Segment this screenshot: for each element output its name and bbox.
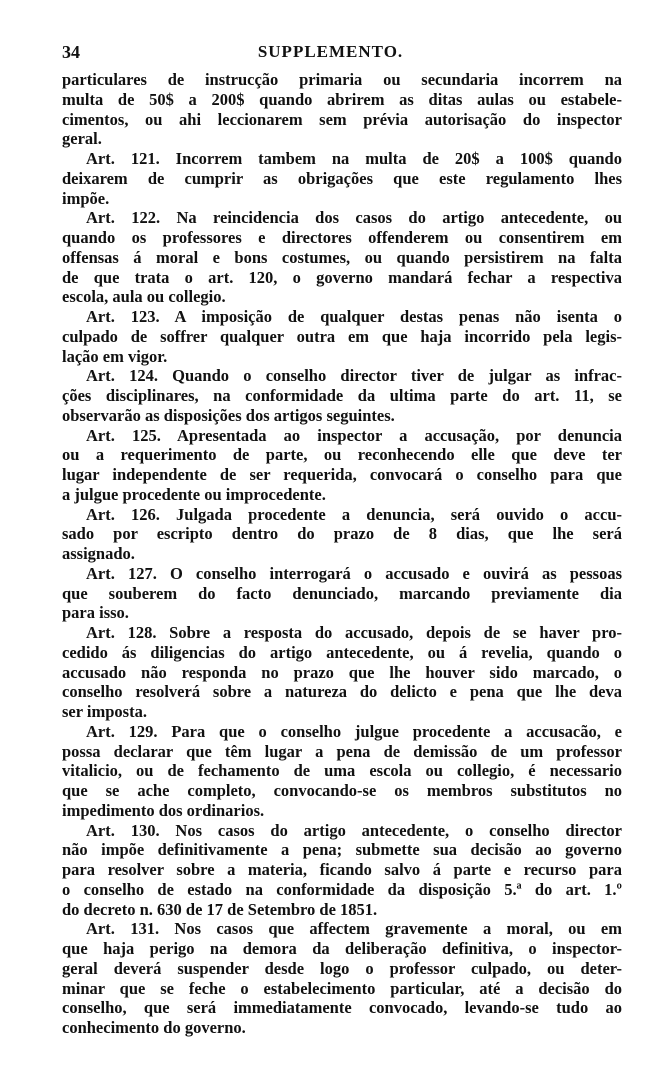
text-line: escola, aula ou collegio.: [62, 287, 226, 307]
text-line: culpado de soffrer qualquer outra em que haja incorrido pela legis-: [62, 326, 622, 346]
text-line: para isso.: [62, 603, 129, 623]
article-heading-line: Art. 129. Para que o conselho julgue procedente a accusacão, e: [86, 721, 622, 741]
text-line: lação em vigor.: [62, 346, 168, 366]
article-heading-line: Art. 130. Nos casos do artigo antecedente, o conselho director: [86, 820, 622, 840]
article-heading-line: Art. 124. Quando o conselho director tiver de julgar as infrac-: [86, 366, 622, 386]
text-line: lugar independente de ser requerida, convocará o conselho para que: [62, 465, 622, 484]
text-line: offensas á moral e bons costumes, ou quando persistirem na falta: [62, 247, 622, 267]
article-heading-line: Art. 131. Nos casos que affectem gravemente a moral, ou em: [86, 919, 622, 939]
text-line: sado por escripto dentro do prazo de 8 dias, que lhe será: [62, 524, 622, 544]
text-line: geral deverá suspender desde logo o professor culpado, ou deter-: [62, 958, 622, 978]
article-heading-line: Art. 123. A imposição de qualquer destas penas não isenta o: [86, 307, 622, 326]
text-line: que souberem do facto denunciado, marcando previamente dia: [62, 583, 622, 603]
article-heading-line: Art. 122. Na reincidencia dos casos do artigo antecedente, ou: [86, 208, 622, 228]
article-heading-line: Art. 121. Incorrem tambem na multa de 20$ a 100$ quando: [86, 149, 622, 168]
text-line: ser imposta.: [62, 702, 147, 721]
text-line: minar que se feche o estabelecimento particular, até a decisão do: [62, 978, 622, 998]
text-line: impedimento dos ordinarios.: [62, 800, 265, 820]
text-line: cimentos, ou ahi leccionarem sem prévia autorisação do inspector: [62, 109, 622, 129]
text-line: impõe.: [62, 188, 110, 208]
text-line: não impõe definitivamente a pena; submette sua decisão ao governo: [62, 840, 622, 860]
text-line: conselho, que será immediatamente convocado, levando-se tudo ao: [62, 998, 622, 1018]
text-line: conselho resolverá sobre a natureza do delicto e pena que lhe deva: [62, 682, 622, 702]
text-line: de que trata o art. 120, o governo mandará fechar a respectiva: [62, 267, 622, 287]
text-line: cedido ás diligencias do artigo antecedente, ou á revelia, quando o: [62, 642, 622, 662]
text-line: o conselho de estado na conformidade da disposição 5.ª do art. 1.º: [62, 879, 622, 899]
text-line: que se ache completo, convocando-se os membros substitutos no: [62, 781, 622, 800]
text-line: quando os professores e directores offenderem ou consentirem em: [62, 228, 622, 247]
text-line: que haja perigo na demora da deliberação definitiva, o inspector-: [62, 939, 622, 958]
text-line: ções disciplinares, na conformidade da ultima parte do art. 11, se: [62, 386, 622, 405]
text-line: multa de 50$ a 200$ quando abrirem as ditas aulas ou estabele-: [62, 89, 622, 109]
text-line: particulares de instrucção primaria ou secundaria incorrem na: [62, 70, 622, 89]
text-line: observarão as disposições dos artigos seguintes.: [62, 405, 395, 425]
text-line: a julgue procedente ou improcedente.: [62, 484, 326, 504]
text-line: possa declarar que têm lugar a pena de demissão de um professor: [62, 741, 622, 761]
article-heading-line: Art. 125. Apresentada ao inspector a accusação, por denuncia: [86, 425, 622, 445]
text-line: accusado não responda no prazo que lhe houver sido marcado, o: [62, 662, 622, 682]
text-line: geral.: [62, 129, 102, 149]
text-line: conhecimento do governo.: [62, 1018, 246, 1037]
text-line: para resolver sobre a materia, ficando salvo á parte e recurso para: [62, 860, 622, 879]
article-heading-line: Art. 128. Sobre a resposta do accusado, depois de se haver pro-: [86, 623, 622, 642]
text-line: ou a requerimento de parte, ou reconhecendo elle que deve ter: [62, 445, 622, 465]
text-line: vitalicio, ou de fechamento de uma escola ou collegio, é necessario: [62, 761, 622, 781]
text-line: deixarem de cumprir as obrigações que este regulamento lhes: [62, 168, 622, 188]
body-text: [62, 70, 622, 1038]
text-line: assignado.: [62, 544, 135, 563]
article-heading-line: Art. 127. O conselho interrogará o accusado e ouvirá as pessoas: [86, 563, 622, 583]
page-number: 34: [62, 42, 80, 62]
running-title: SUPPLEMENTO.: [257, 42, 404, 61]
article-heading-line: Art. 126. Julgada procedente a denuncia, será ouvido o accu-: [86, 504, 622, 524]
text-line: do decreto n. 630 de 17 de Setembro de 1851.: [62, 899, 378, 919]
